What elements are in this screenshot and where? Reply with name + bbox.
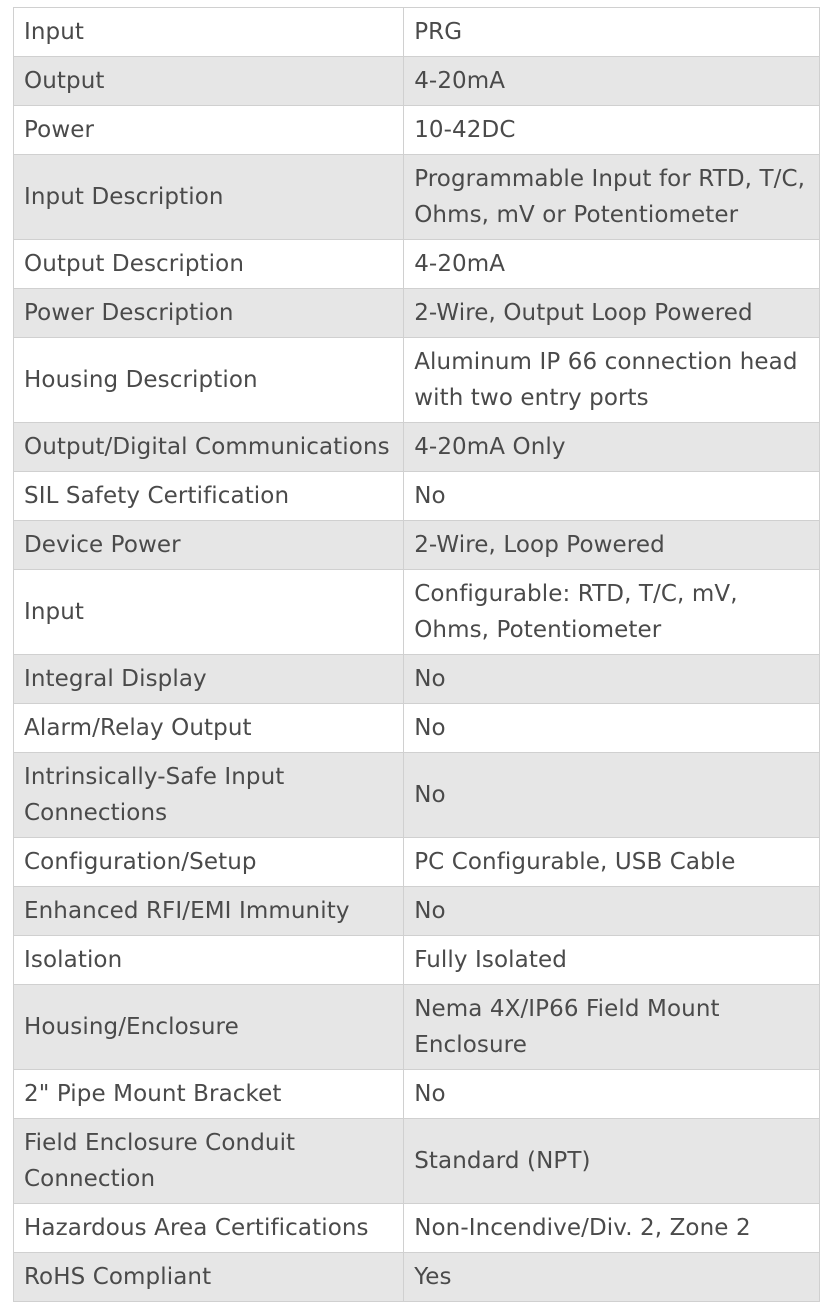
spec-value: PRG [404,8,820,57]
spec-value: Standard (NPT) [404,1119,820,1204]
spec-label: Power Description [14,289,404,338]
table-row [14,1204,820,1253]
spec-label: Output Description [14,240,404,289]
spec-value: 4-20mA [404,57,820,106]
spec-table-body [14,8,820,1302]
table-row [14,1119,820,1204]
spec-label: Input [14,570,404,655]
spec-label: Housing/Enclosure [14,985,404,1070]
table-row [14,1070,820,1119]
table-row [14,57,820,106]
table-row [14,838,820,887]
spec-label: SIL Safety Certification [14,472,404,521]
table-row [14,936,820,985]
spec-label: Field Enclosure Conduit Connection [14,1119,404,1204]
table-row [14,8,820,57]
spec-label: Power [14,106,404,155]
table-row [14,1253,820,1302]
table-row [14,570,820,655]
spec-value: Fully Isolated [404,936,820,985]
table-row [14,985,820,1070]
spec-value: No [404,753,820,838]
table-row [14,753,820,838]
spec-label: 2" Pipe Mount Bracket [14,1070,404,1119]
spec-label: Output/Digital Communications [14,423,404,472]
spec-label: Input [14,8,404,57]
spec-value: No [404,655,820,704]
spec-value: No [404,1070,820,1119]
spec-label: Alarm/Relay Output [14,704,404,753]
table-row [14,240,820,289]
spec-value: 4-20mA Only [404,423,820,472]
spec-value: 10-42DC [404,106,820,155]
spec-label: Enhanced RFI/EMI Immunity [14,887,404,936]
spec-value: Programmable Input for RTD, T/C, Ohms, mV or Potentiometer [404,155,820,240]
spec-value: No [404,472,820,521]
spec-value: Yes [404,1253,820,1302]
spec-value: No [404,887,820,936]
spec-label: Housing Description [14,338,404,423]
spec-label: Configuration/Setup [14,838,404,887]
table-row [14,704,820,753]
table-row [14,106,820,155]
table-row [14,887,820,936]
spec-value: 2-Wire, Output Loop Powered [404,289,820,338]
spec-value: Nema 4X/IP66 Field Mount Enclosure [404,985,820,1070]
spec-label: Device Power [14,521,404,570]
table-row [14,289,820,338]
table-row [14,472,820,521]
spec-label: Input Description [14,155,404,240]
spec-value: Configurable: RTD, T/C, mV, Ohms, Potentiometer [404,570,820,655]
spec-value: 4-20mA [404,240,820,289]
spec-value: 2-Wire, Loop Powered [404,521,820,570]
spec-value: No [404,704,820,753]
spec-value: Aluminum IP 66 connection head with two entry ports [404,338,820,423]
spec-label: Isolation [14,936,404,985]
table-row [14,338,820,423]
spec-value: Non-Incendive/Div. 2, Zone 2 [404,1204,820,1253]
spec-label: Intrinsically-Safe Input Connections [14,753,404,838]
table-row [14,655,820,704]
spec-label: RoHS Compliant [14,1253,404,1302]
table-row [14,521,820,570]
table-row [14,423,820,472]
table-row [14,155,820,240]
spec-value: PC Configurable, USB Cable [404,838,820,887]
spec-label: Hazardous Area Certifications [14,1204,404,1253]
spec-table [13,7,820,1302]
spec-label: Integral Display [14,655,404,704]
spec-label: Output [14,57,404,106]
